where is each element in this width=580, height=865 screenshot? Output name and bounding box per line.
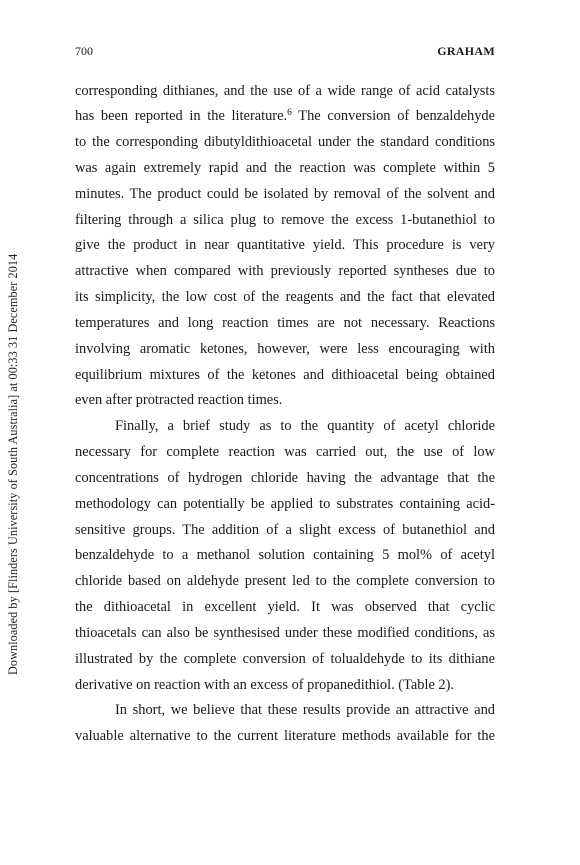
reference-superscript: 6 (287, 108, 292, 118)
text-line: filtering through a silica plug to remove the excess 1-butanethiol to (75, 212, 495, 228)
text-line: chloride based on aldehyde present led to the complete conversion to (75, 573, 495, 589)
text-segment: The conversion of benzaldehyde (291, 108, 495, 124)
download-watermark (6, 205, 20, 675)
text-line: benzaldehyde to a methanol solution containing 5 mol% of acetyl (75, 547, 495, 563)
text-line: illustrated by the complete conversion of tolualdehyde to its dithiane (75, 651, 495, 667)
text-line: to the corresponding dibutyldithioacetal under the standard conditions (75, 134, 495, 150)
text-segment: has been reported in the literature. (75, 108, 288, 124)
text-line: equilibrium mixtures of the ketones and dithioacetal being obtained (75, 367, 495, 383)
text-line (75, 104, 495, 128)
text-line: derivative on reaction with an excess of propanedithiol. (Table 2). (75, 677, 455, 693)
page-header (75, 44, 495, 62)
text-line: sensitive groups. The addition of a slight excess of butanethiol and (75, 522, 495, 538)
text-line: was again extremely rapid and the reaction was complete within 5 (75, 160, 495, 176)
text-line: corresponding dithianes, and the use of a wide range of acid catalysts (75, 83, 495, 99)
download-notice-text: Downloaded by [Flinders University of South Australia] at 00:33 31 December 2014 (6, 253, 20, 675)
text-line: temperatures and long reaction times are not necessary. Reactions (75, 315, 495, 331)
text-line: valuable alternative to the current literature methods available for the (75, 728, 495, 744)
text-line: attractive when compared with previously reported syntheses due to (75, 263, 495, 279)
text-line: methodology can potentially be applied to substrates containing acid- (75, 496, 495, 512)
text-line: In short, we believe that these results provide an attractive and (115, 702, 495, 718)
text-line: even after protracted reaction times. (75, 392, 283, 408)
text-line: the dithioacetal in excellent yield. It was observed that cyclic (75, 599, 495, 615)
text-line: thioacetals can also be synthesised under these modified conditions, as (75, 625, 495, 641)
page-number: 700 (75, 44, 93, 58)
text-line: minutes. The product could be isolated by removal of the solvent and (75, 186, 495, 202)
text-line: give the product in near quantitative yield. This procedure is very (75, 237, 495, 253)
text-line: Finally, a brief study as to the quantity of acetyl chloride (115, 418, 495, 434)
text-line: its simplicity, the low cost of the reagents and the fact that elevated (75, 289, 495, 305)
text-line: involving aromatic ketones, however, were less encouraging with (75, 341, 495, 357)
running-head: GRAHAM (437, 44, 495, 58)
text-line: necessary for complete reaction was carried out, the use of low (75, 444, 495, 460)
text-line: concentrations of hydrogen chloride having the advantage that the (75, 470, 495, 486)
